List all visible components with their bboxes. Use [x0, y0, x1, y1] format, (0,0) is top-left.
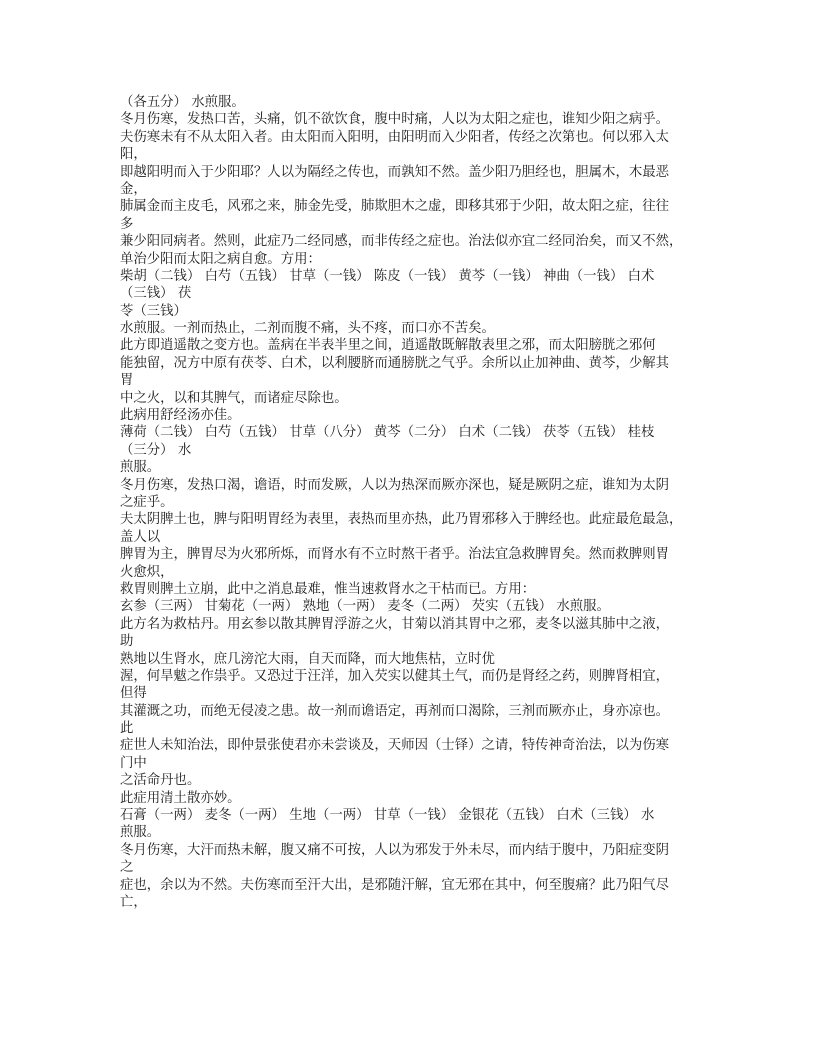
text-line: 此方名为救枯丹。用玄参以散其脾胃浮游之火，甘菊以消其胃中之邪，麦冬以滋其肺中之液， — [120, 616, 670, 632]
text-line: 水煎服。一剂而热止，二剂而腹不痛，头不疼，而口亦不苦矣。 — [120, 321, 495, 337]
text-line: 渥，何旱魃之作祟乎。又恐过于汪洋，加入芡实以健其土气，而仍是肾经之药，则脾肾相宜， — [120, 668, 670, 684]
text-line: 症世人未知治法，即仲景张使君亦未尝谈及，天师因（士铎）之请，特传神奇治法，以为伤寒 — [120, 738, 670, 754]
text-line: 之症乎。 — [120, 494, 174, 510]
text-line: 此 — [120, 721, 134, 737]
text-line: 煎服。 — [120, 460, 161, 476]
text-line: 单治少阳而太阳之病自愈。方用： — [120, 251, 321, 267]
text-line: 夫伤寒未有不从太阳入者。由太阳而入阳明，由阳明而入少阳者，传经之次第也。何以邪入太 — [120, 129, 670, 145]
text-line: 兼少阳同病者。然则，此症乃二经同感，而非传经之症也。治法似亦宜二经同治矣，而又不然， — [120, 234, 683, 250]
text-line: （三分） 水 — [120, 442, 192, 458]
text-line: 此病用舒经汤亦佳。 — [120, 408, 241, 424]
text-line: 即越阳明而入于少阳耶？人以为隔经之传也，而孰知不然。盖少阳乃胆经也，胆属木，木最恶 — [120, 164, 670, 180]
text-line: 亡， — [120, 894, 147, 910]
text-line: 冬月伤寒，发热口渴，谵语，时而发厥，人以为热深而厥亦深也，疑是厥阴之症，谁知为太阴 — [120, 477, 670, 493]
text-line: 盖人以 — [120, 529, 161, 545]
text-line: 助 — [120, 634, 134, 650]
text-line: 门中 — [120, 755, 147, 771]
text-line: 煎服。 — [120, 825, 161, 841]
text-line: 胃 — [120, 373, 134, 389]
text-line: 夫太阴脾土也，脾与阳明胃经为表里，表热而里亦热，此乃胃邪移入于脾经也。此症最危最急， — [120, 512, 683, 528]
document-page — [120, 94, 700, 929]
text-line: 玄参（三两） 甘菊花（一两） 熟地（一两） 麦冬（二两） 芡实（五钱） 水煎服。 — [120, 599, 610, 615]
text-line: 肺属金而主皮毛，风邪之来，肺金先受，肺欺胆木之虚，即移其邪于少阳，故太阳之症，往往 — [120, 199, 670, 215]
text-line: 金， — [120, 181, 147, 197]
text-line: 救胃则脾土立崩，此中之消息最难，惟当速救肾水之干枯而已。方用： — [120, 581, 536, 597]
text-line — [120, 911, 700, 928]
text-line: 症也，余以为不然。夫伤寒而至汗大出，是邪随汗解，宜无邪在其中，何至腹痛？此乃阳气尽 — [120, 877, 670, 893]
text-line: 石膏（一两） 麦冬（一两） 生地（一两） 甘草（一钱） 金银花（五钱） 白术（三钱） 水 — [120, 808, 655, 824]
text-line: 之活命丹也。 — [120, 773, 201, 789]
text-line: 能独留，况方中原有茯苓、白术，以利腰脐而通膀胱之气乎。余所以止加神曲、黄芩，少解其 — [120, 355, 670, 371]
text-line: 此症用清土散亦妙。 — [120, 790, 241, 806]
text-line: 熟地以生肾水，庶几滂沱大雨，自天而降，而大地焦枯，立时优 — [120, 651, 495, 667]
text-line: 薄荷（二钱） 白芍（五钱） 甘草（八分） 黄芩（二分） 白术（二钱） 茯苓（五钱） 桂枝 — [120, 425, 655, 441]
text-line: 多 — [120, 216, 134, 232]
text-line: 阳， — [120, 147, 147, 163]
text-line: 冬月伤寒，发热口苦，头痛，饥不欲饮食，腹中时痛，人以为太阳之症也，谁知少阳之病乎。 — [120, 112, 670, 128]
text-line: 冬月伤寒，大汗而热未解，腹又痛不可按，人以为邪发于外未尽，而内结于腹中，乃阳症变阴 — [120, 842, 670, 858]
text-line: 此方即逍遥散之变方也。盖病在半表半里之间，逍遥散既解散表里之邪，而太阳膀胱之邪何 — [120, 338, 656, 354]
text-line: 中之火，以和其脾气，而诸症尽除也。 — [120, 390, 348, 406]
text-line: 柴胡（二钱） 白芍（五钱） 甘草（一钱） 陈皮（一钱） 黄芩（一钱） 神曲（一钱） 白术 — [120, 268, 655, 284]
text-line: 但得 — [120, 686, 147, 702]
text-line: （三钱） 茯 — [120, 286, 192, 302]
text-line: 之 — [120, 860, 134, 876]
text-line: 脾胃为主，脾胃尽为火邪所烁，而肾水有不立时熬干者乎。治法宜急救脾胃矣。然而救脾则胃 — [120, 547, 670, 563]
text-line: 火愈炽， — [120, 564, 174, 580]
text-line: 其灌溉之功，而绝无侵凌之患。故一剂而谵语定，再剂而口渴除，三剂而厥亦止，身亦凉也。 — [120, 703, 670, 719]
text-line: （各五分） 水煎服。 — [120, 95, 245, 110]
text-line: 苓（三钱） — [120, 303, 187, 319]
